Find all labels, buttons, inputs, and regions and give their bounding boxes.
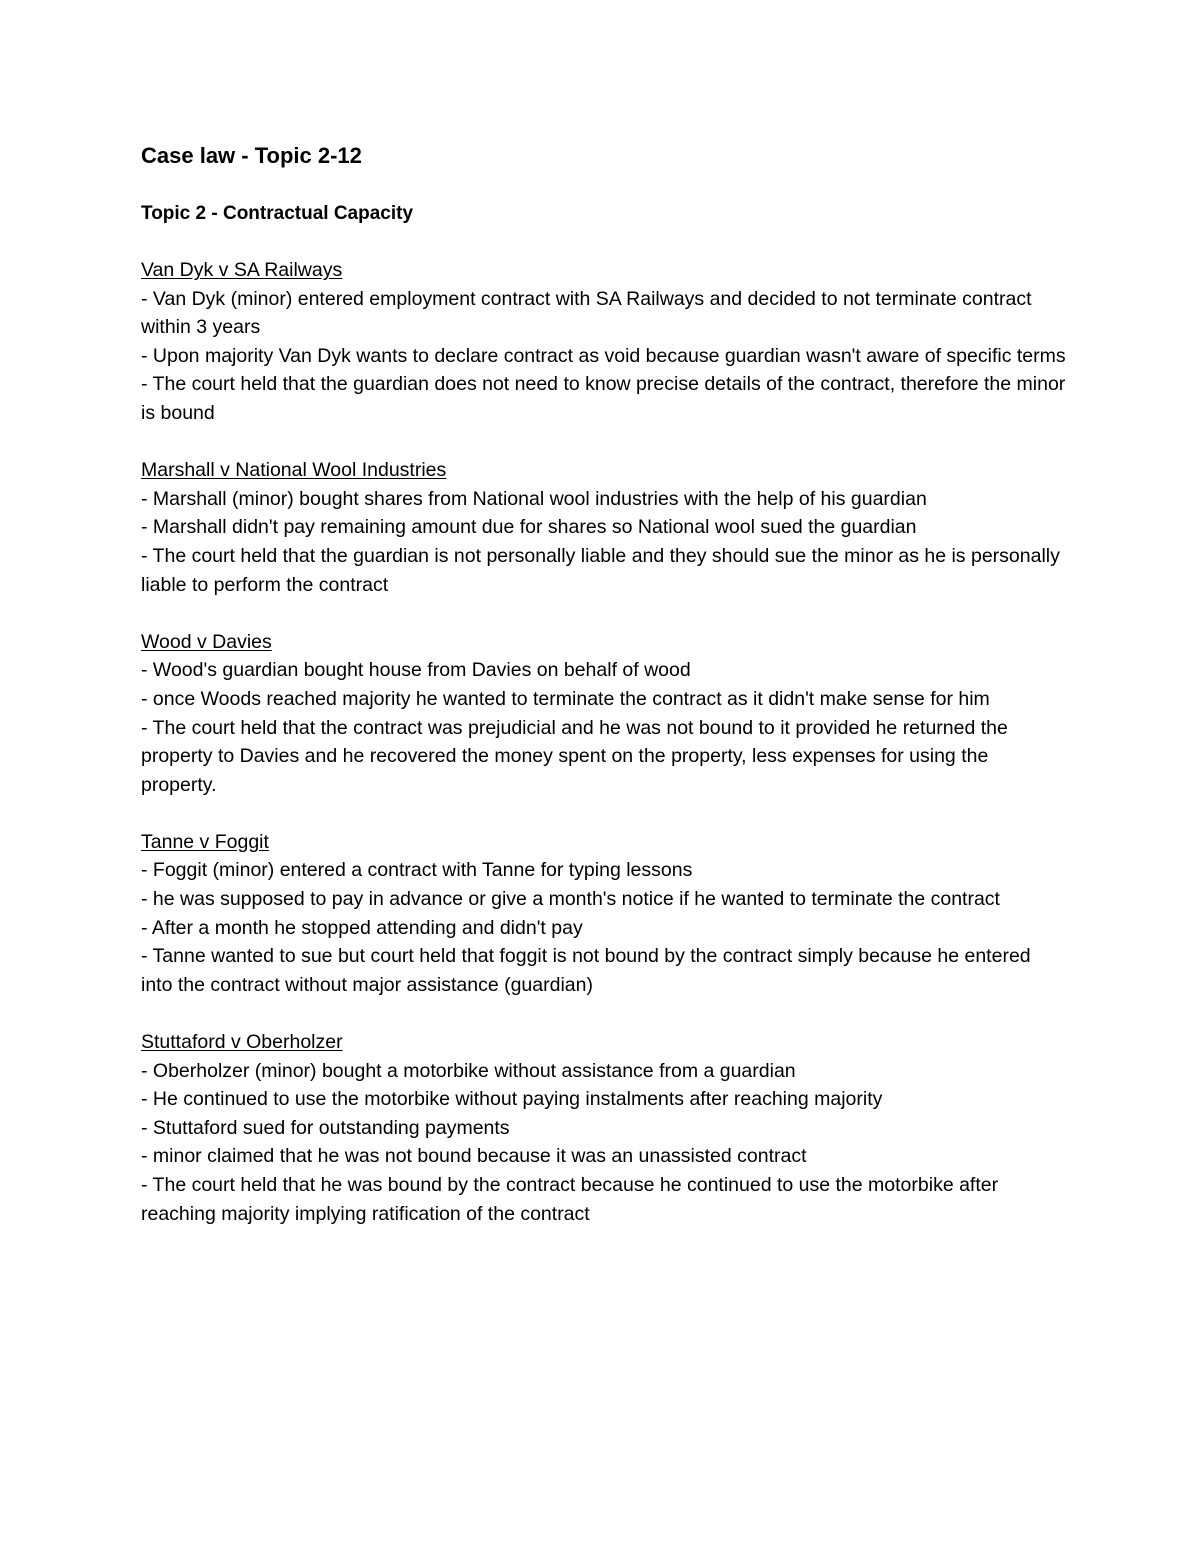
case-point: - The court held that the contract was prejudicial and he was not bound to it provided he returned the property to Davies and he recovered the money spent on the property, less expenses for using the property. xyxy=(141,716,1008,796)
case-point: - Foggit (minor) entered a contract with Tanne for typing lessons xyxy=(141,859,693,882)
case-stuttaford xyxy=(141,1028,1066,1228)
case-point: - The court held that he was bound by the contract because he continued to use the motorbike after reaching majority implying ratification of the contract xyxy=(141,1174,999,1225)
case-name: Wood v Davies xyxy=(141,630,272,653)
case-wood xyxy=(141,628,1066,800)
case-point: - The court held that the guardian does not need to know precise details of the contract, therefore the minor is bound xyxy=(141,373,1066,424)
case-name: Marshall v National Wool Industries xyxy=(141,459,447,482)
document-page xyxy=(141,140,1066,1257)
case-point: - Tanne wanted to sue but court held that foggit is not bound by the contract simply because he entered into the contract without major assistance (guardian) xyxy=(141,945,1031,996)
case-point: - Stuttaford sued for outstanding payments xyxy=(141,1116,510,1139)
case-name: Stuttaford v Oberholzer xyxy=(141,1031,343,1054)
case-point: - He continued to use the motorbike without paying instalments after reaching majority xyxy=(141,1088,883,1111)
case-point: - minor claimed that he was not bound because it was an unassisted contract xyxy=(141,1145,807,1168)
case-point: - Oberholzer (minor) bought a motorbike without assistance from a guardian xyxy=(141,1059,796,1082)
case-point: - The court held that the guardian is not personally liable and they should sue the minor as he is personally liable to perform the contract xyxy=(141,544,1060,596)
case-point: - After a month he stopped attending and didn't pay xyxy=(141,916,583,939)
case-name: Van Dyk v SA Railways xyxy=(141,259,343,281)
case-point: - he was supposed to pay in advance or give a month's notice if he wanted to terminate the contract xyxy=(141,888,1000,911)
case-name: Tanne v Foggit xyxy=(141,830,269,853)
case-point: - once Woods reached majority he wanted to terminate the contract as it didn't make sense for him xyxy=(141,687,990,710)
case-van-dyk xyxy=(141,256,1066,428)
case-point: - Upon majority Van Dyk wants to declare contract as void because guardian wasn't aware of specific terms xyxy=(141,344,1066,367)
case-point: - Wood's guardian bought house from Davies on behalf of wood xyxy=(141,659,691,682)
case-tanne xyxy=(141,828,1066,1000)
case-point: - Van Dyk (minor) entered employment contract with SA Railways and decided to not terminate contract within 3 years xyxy=(141,287,1032,339)
document-title: Case law - Topic 2-12 xyxy=(141,143,362,168)
topic-heading: Topic 2 - Contractual Capacity xyxy=(141,203,414,224)
case-point: - Marshall (minor) bought shares from National wool industries with the help of his guardian xyxy=(141,487,927,510)
case-marshall xyxy=(141,456,1066,599)
case-point: - Marshall didn't pay remaining amount due for shares so National wool sued the guardian xyxy=(141,516,917,539)
